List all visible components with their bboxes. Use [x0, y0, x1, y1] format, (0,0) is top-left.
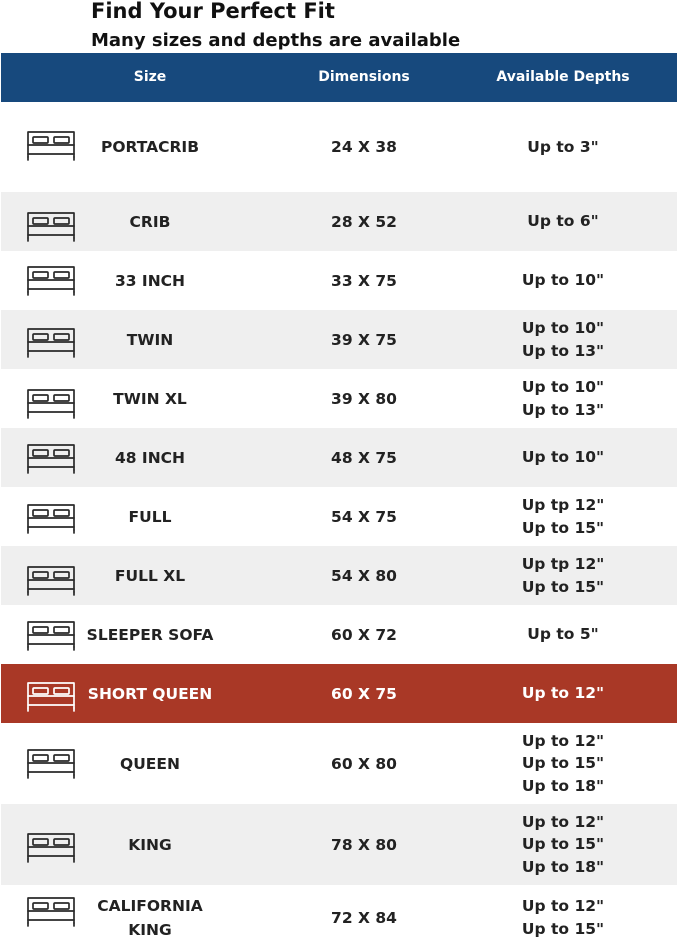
dimensions-value: 60 X 72	[331, 625, 397, 644]
table-row	[1, 192, 677, 251]
depth-value: Up to 10"	[521, 319, 605, 337]
available-depths	[480, 885, 646, 950]
bed-icon	[23, 195, 79, 254]
bed-icon	[23, 372, 79, 431]
depth-value: Up tp 12"	[521, 555, 605, 573]
size-name: CALIFORNIA KING	[97, 896, 203, 939]
depth-value: Up to 15"	[521, 754, 605, 773]
available-depths	[480, 804, 646, 885]
dimensions-value: 28 X 52	[331, 212, 397, 231]
size-name: SLEEPER SOFA	[86, 625, 214, 644]
depth-value: Up to 10"	[521, 448, 605, 467]
table-row	[1, 664, 677, 723]
depth-value: Up to 12"	[521, 897, 605, 915]
table-row	[1, 885, 677, 950]
size-name: 48 INCH	[114, 448, 186, 467]
bed-icon	[23, 805, 79, 886]
size-name: PORTACRIB	[100, 138, 200, 156]
available-depths	[480, 369, 646, 428]
bed-icon	[23, 311, 79, 370]
depth-value: Up to 3"	[527, 137, 599, 156]
dimensions-value: 72 X 84	[331, 908, 397, 927]
size-name: TWIN XL	[113, 389, 187, 408]
page-subtitle: Many sizes and depths are available	[91, 30, 461, 51]
table-row	[1, 310, 677, 369]
depth-value: Up to 13"	[521, 341, 605, 360]
bed-icon	[23, 487, 79, 546]
depth-value: Up to 15"	[521, 835, 605, 854]
bed-icon	[23, 665, 79, 724]
size-name: QUEEN	[120, 754, 180, 773]
available-depths	[480, 102, 646, 192]
depth-value: Up tp 12"	[521, 496, 605, 514]
table-row	[1, 251, 677, 310]
dimensions-value: 33 X 75	[331, 271, 397, 290]
table-header	[1, 53, 677, 102]
bed-icon	[23, 99, 79, 189]
depth-value: Up to 12"	[521, 684, 605, 703]
table-row	[1, 487, 677, 546]
size-name: SHORT QUEEN	[87, 684, 213, 703]
depth-value: Up to 10"	[521, 271, 605, 290]
available-depths	[480, 605, 646, 664]
available-depths	[480, 192, 646, 251]
dimensions-value: 39 X 75	[331, 330, 397, 349]
depth-value: Up to 15"	[521, 919, 605, 938]
available-depths	[480, 487, 646, 546]
depth-value: Up to 12"	[521, 731, 605, 750]
depth-value: Up to 10"	[521, 378, 605, 396]
dimensions-value: 54 X 75	[331, 507, 397, 526]
available-depths	[480, 723, 646, 804]
bed-icon	[23, 877, 79, 942]
table-row	[1, 605, 677, 664]
table-row	[1, 428, 677, 487]
size-name: TWIN	[126, 330, 174, 349]
table-body	[1, 102, 677, 950]
dimensions-value: 39 X 80	[331, 389, 397, 408]
depth-value: Up to 13"	[521, 400, 605, 419]
depth-value: Up to 5"	[527, 625, 599, 644]
table-row	[1, 723, 677, 804]
dimensions-value: 48 X 75	[331, 448, 397, 467]
page-title: Find Your Perfect Fit	[91, 0, 335, 23]
bed-icon	[23, 249, 79, 308]
depth-value: Up to 12"	[521, 812, 605, 831]
table-row	[1, 369, 677, 428]
available-depths	[480, 428, 646, 487]
dimensions-value: 60 X 80	[331, 754, 397, 773]
table-row	[1, 102, 677, 192]
dimensions-value: 54 X 80	[331, 566, 397, 585]
available-depths	[480, 251, 646, 310]
depth-value: Up to 18"	[521, 857, 605, 876]
dimensions-value: 24 X 38	[331, 138, 397, 156]
header-available-depths: Available Depths	[496, 69, 630, 85]
bed-icon	[23, 721, 79, 802]
size-name: FULL	[128, 507, 172, 526]
dimensions-value: 78 X 80	[331, 835, 397, 854]
bed-icon	[23, 427, 79, 486]
dimensions-value: 60 X 75	[331, 684, 397, 703]
size-name: FULL XL	[114, 566, 186, 585]
table-row	[1, 546, 677, 605]
depth-value: Up to 15"	[521, 518, 605, 537]
size-name: CRIB	[129, 212, 171, 231]
depth-value: Up to 6"	[527, 212, 599, 231]
depth-value: Up to 15"	[521, 577, 605, 596]
header-size: Size	[133, 69, 167, 85]
available-depths	[480, 310, 646, 369]
size-name: 33 INCH	[114, 271, 186, 290]
size-name: KING	[128, 835, 172, 854]
available-depths	[480, 664, 646, 723]
bed-icon	[23, 549, 79, 608]
available-depths	[480, 546, 646, 605]
header-dimensions: Dimensions	[318, 69, 410, 85]
table-row	[1, 804, 677, 885]
size-chart-table	[1, 53, 677, 950]
depth-value: Up to 18"	[521, 776, 605, 795]
bed-icon	[23, 604, 79, 663]
